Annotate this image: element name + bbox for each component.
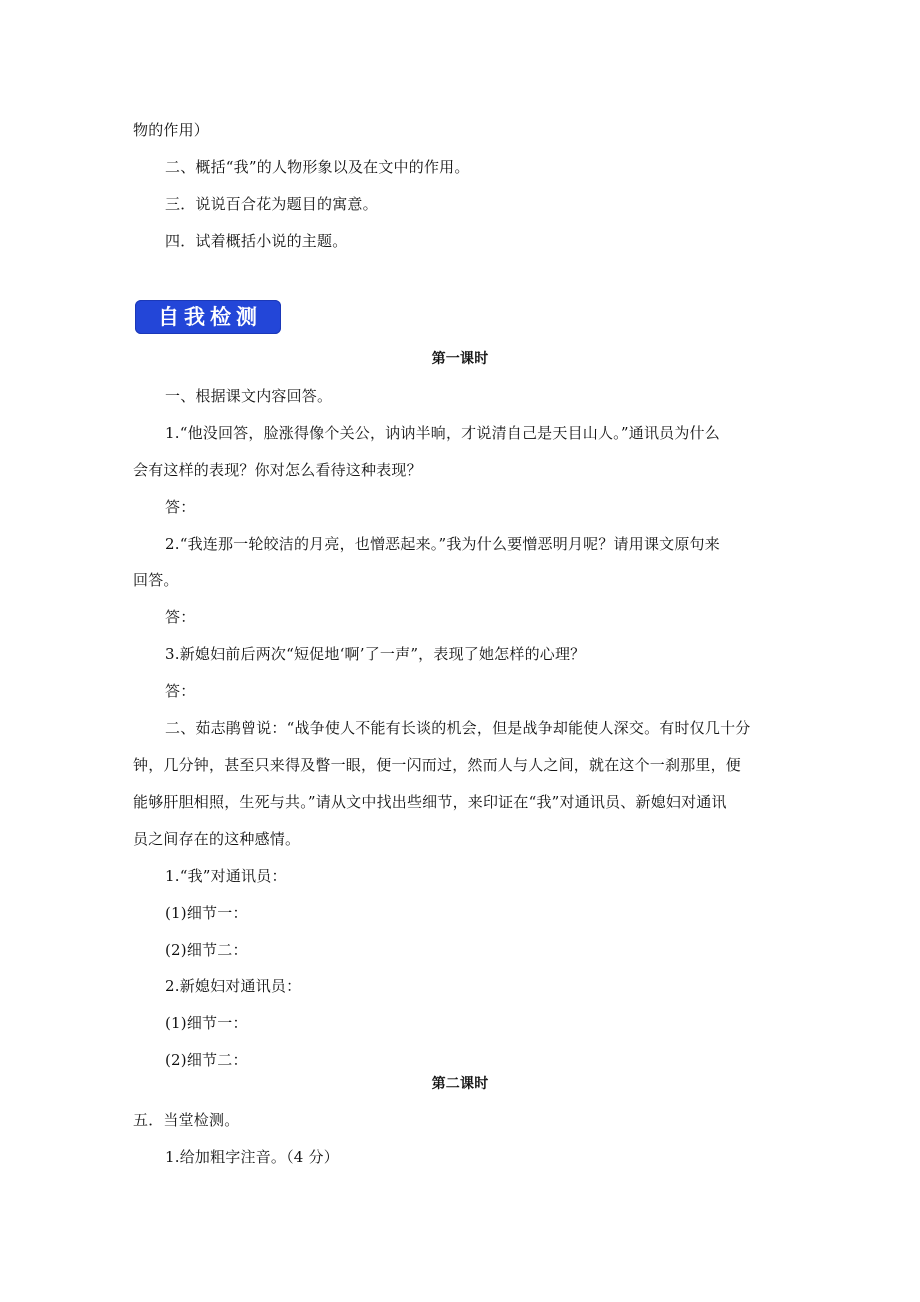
- lesson1-q1-line2: 会有这样的表现？你对怎么看待这种表现？: [133, 461, 422, 479]
- question-3: 三．说说百合花为题目的寓意。: [165, 195, 378, 213]
- sub1-detail-2: (2)细节二：: [165, 941, 248, 959]
- self-test-banner-label: 自我检测: [158, 305, 262, 329]
- sub1-detail-1: (1)细节一：: [165, 904, 248, 922]
- lesson1-q2-line2: 回答。: [133, 571, 179, 589]
- question-2: 二、概括“我”的人物形象以及在文中的作用。: [165, 158, 470, 176]
- lesson-1-title: 第一课时: [431, 351, 489, 367]
- self-test-banner: [135, 300, 281, 334]
- sub2-detail-1: (1)细节一：: [165, 1014, 248, 1032]
- question-4: 四．试着概括小说的主题。: [165, 232, 348, 250]
- lesson1-q3: 3.新媳妇前后两次“短促地‘啊’了一声”，表现了她怎样的心理？: [165, 645, 586, 663]
- answer-2: 答：: [165, 608, 196, 626]
- part-2-line3: 能够肝胆相照，生死与共。”请从文中找出些细节，来印证在“我”对通讯员、新媳妇对通讯: [133, 793, 727, 811]
- lesson1-q1-line1: 1.“他没回答，脸涨得像个关公，讷讷半晌，才说清自己是天目山人。”通讯员为什么: [165, 424, 720, 442]
- part-2-line1: 二、茹志鹃曾说：“战争使人不能有长谈的机会，但是战争却能使人深交。有时仅几十分: [165, 719, 751, 737]
- lesson2-q1: 1.给加粗字注音。（4 分）: [165, 1148, 339, 1166]
- answer-3: 答：: [165, 682, 196, 700]
- answer-1: 答：: [165, 498, 196, 516]
- sub-question-2: 2.新媳妇对通讯员：: [165, 977, 302, 995]
- part-5-heading: 五．当堂检测。: [133, 1111, 240, 1129]
- part-1-heading: 一、根据课文内容回答。: [165, 387, 333, 405]
- part-2-line2: 钟，几分钟，甚至只来得及瞥一眼，便一闪而过，然而人与人之间，就在这个一刹那里，便: [133, 756, 742, 774]
- lesson-2-title: 第二课时: [431, 1076, 489, 1092]
- sub-question-1: 1.“我”对通讯员：: [165, 867, 287, 885]
- lesson1-q2-line1: 2.“我连那一轮皎洁的月亮，也憎恶起来。”我为什么要憎恶明月呢？请用课文原句来: [165, 535, 720, 553]
- part-2-line4: 员之间存在的这种感情。: [133, 830, 301, 848]
- sub2-detail-2: (2)细节二：: [165, 1051, 248, 1069]
- continuation-text: 物的作用）: [133, 121, 210, 139]
